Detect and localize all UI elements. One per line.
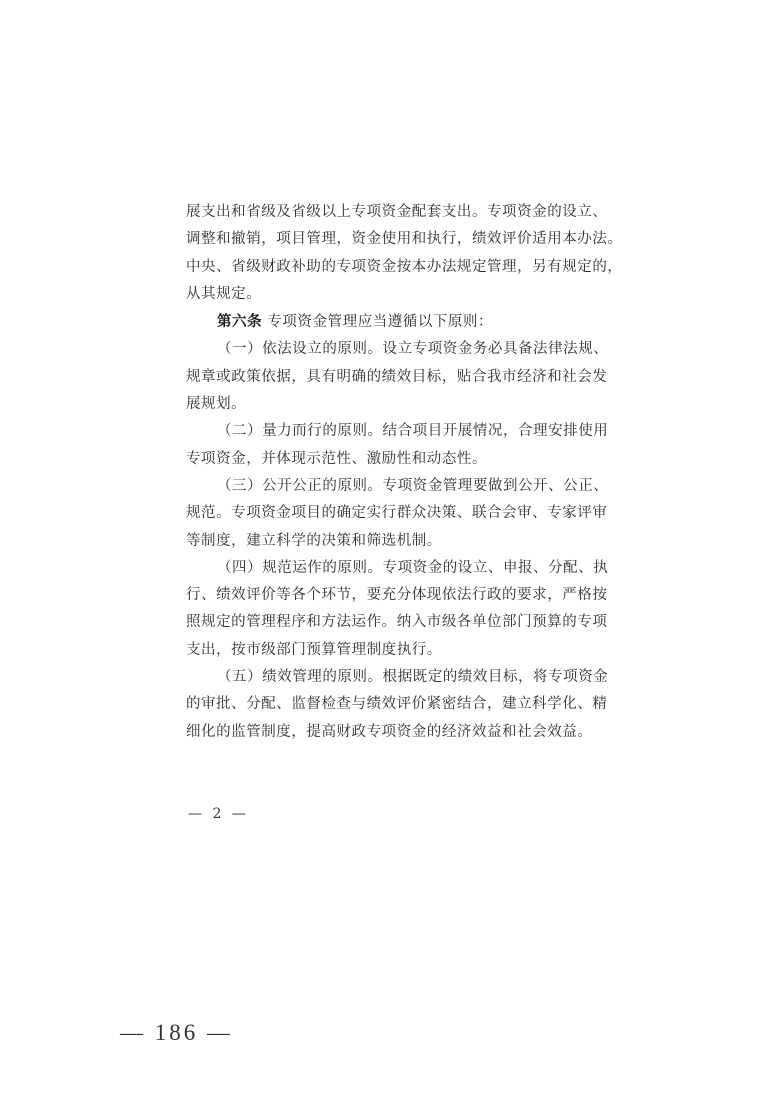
principle-5-line: （五）绩效管理的原则。根据既定的绩效目标，将专项资金 [217,669,609,686]
article-6-intro: 专项资金管理应当遵循以下原则： [267,314,494,331]
article-6-line [186,308,606,336]
principle-2-line: 专项资金，并体现示范性、激励性和动态性。 [186,450,487,467]
principle-3-line: 规范。专项资金项目的确定实行群众决策、联合会审、专家评审 [186,505,608,522]
principle-4-line: 照规定的管理程序和方法运作。纳入市级各单位部门预算的专项 [186,614,608,631]
inner-page-number: — 2 — [188,806,249,822]
principle-4-line: （四）规范运作的原则。专项资金的设立、申报、分配、执 [217,559,609,576]
principle-3-line: 等制度，建立科学的决策和筛选机制。 [186,532,442,549]
principle-5-line: 的审批、分配、监督检查与绩效评价紧密结合，建立科学化、精 [186,696,608,713]
principle-5-line: 细化的监管制度，提高财政专项资金的经济效益和社会效益。 [186,723,593,740]
principle-1-line: （一）依法设立的原则。设立专项资金务必具备法律法规、 [217,341,609,358]
principle-4-line: 支出，按市级部门预算管理制度执行。 [186,641,442,658]
principle-1-line: 展规划。 [186,396,247,413]
principle-2-line: （二）量力而行的原则。结合项目开展情况，合理安排使用 [217,423,609,440]
text-line: 从其规定。 [186,285,262,302]
text-line: 展支出和省级及省级以上专项资金配套支出。专项资金的设立、 [186,204,608,220]
principle-3-line: （三）公开公正的原则。专项资金管理要做到公开、公正、 [217,477,609,494]
principle-4-line: 行、绩效评价等各个环节，要充分体现依法行政的要求，严格按 [186,587,608,604]
text-line: 中央、省级财政补助的专项资金按本办法规定管理，另有规定的， [186,258,623,275]
principle-1-line: 规章或政策依据，具有明确的绩效目标，贴合我市经济和社会发 [186,368,608,385]
text-line: 调整和撤销，项目管理，资金使用和执行，绩效评价适用本办法。 [186,231,623,248]
article-6-heading: 第六条 [217,313,263,331]
book-page-number: — 186 — [120,1020,233,1045]
body-text [186,199,623,746]
